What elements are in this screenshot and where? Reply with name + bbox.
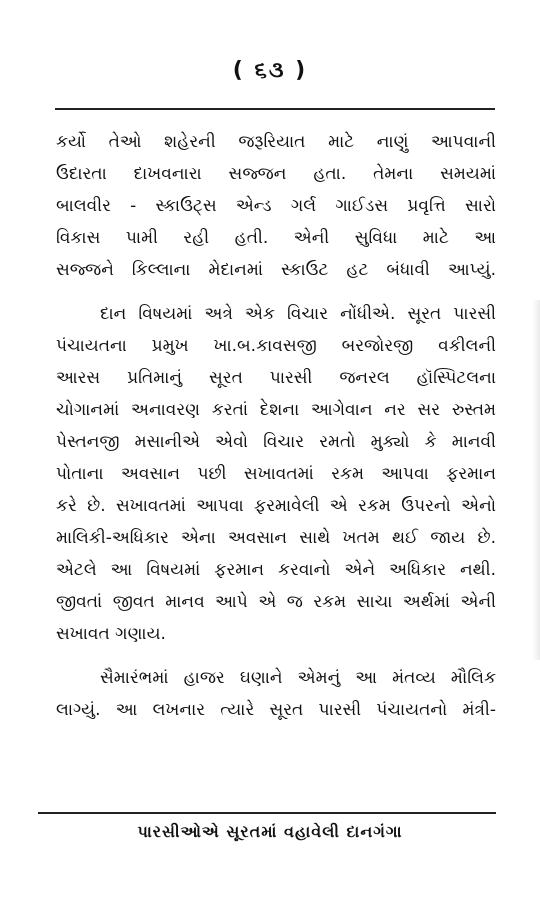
text-line: ઉદારતા દાખવનારા સજ્જન હતા. તેમના સમયમાં	[56, 164, 496, 184]
text-line: સજ્જને કિલ્લાના મેદાનમાં સ્કાઉટ હટ બંધાવી આપ્યું.	[56, 260, 496, 280]
paragraph-2	[56, 298, 496, 650]
text-line: સૈમારંભમાં હાજર ઘણાને એમનું આ મંતવ્ય મૌલિક	[100, 668, 496, 688]
text-line: લાગ્યું. આ લખનાર ત્યારે સૂરત પારસી પંચાયતનો મંત્રી-	[56, 700, 496, 720]
page-number: ( ૬૩ )	[232, 58, 308, 83]
paragraph-3	[56, 662, 496, 726]
text-line: જીવતાં જીવત માનવ આપે એ જ રકમ સાચા અર્થમાં એની	[56, 592, 496, 612]
footer-rule	[38, 812, 496, 814]
text-line: આરસ પ્રતિમાનું સૂરત પારસી જનરલ હૉસ્પિટલના	[56, 368, 496, 388]
page-edge-shadow	[532, 300, 540, 660]
text-line: માલિકી-અધિકાર એના અવસાન સાથે ખતમ થઈ જાય છે.	[56, 528, 496, 548]
text-line: એટલે આ વિષયમાં ફરમાન કરવાનો એને અધિકાર નથી.	[56, 560, 496, 580]
body-text	[56, 126, 496, 726]
header-rule	[55, 108, 495, 110]
text-line: કર્યો તેઓ શહેરની જરૂરિયાત માટે નાણું આપવાની	[56, 132, 496, 152]
running-footer: પારસીઓએ સૂરતમાં વહાવેલી દાનગંગા	[137, 822, 403, 841]
text-line: કરે છે. સખાવતમાં આપવા ફરમાવેલી એ રકમ ઉપરનો એનો	[56, 496, 496, 516]
text-line: વિકાસ પામી રહી હતી. એની સુવિધા માટે આ	[56, 228, 496, 248]
text-line: પેસ્તનજી મસાનીએ એવો વિચાર રમતો મુક્યો કે માનવી	[56, 432, 496, 452]
text-line: પોતાના અવસાન પછી સખાવતમાં રકમ આપવા ફરમાન	[56, 464, 496, 484]
text-line: બાલવીર - સ્કાઉટ્સ એન્ડ ગર્લ ગાઈડસ પ્રવૃત્તિ સારો	[56, 196, 496, 216]
text-line: ચોગાનમાં અનાવરણ કરતાં દેશના આગેવાન નર સર રુસ્તમ	[56, 400, 496, 420]
text-line: સખાવત ગણાય.	[56, 624, 166, 644]
text-line: દાન વિષયમાં અત્રે એક વિચાર નોંધીએ. સૂરત પારસી	[100, 304, 496, 324]
paragraph-1	[56, 126, 496, 286]
text-line: પંચાયતના પ્રમુખ ખા.બ.કાવસજી બરજોરજી વકીલની	[56, 336, 496, 356]
